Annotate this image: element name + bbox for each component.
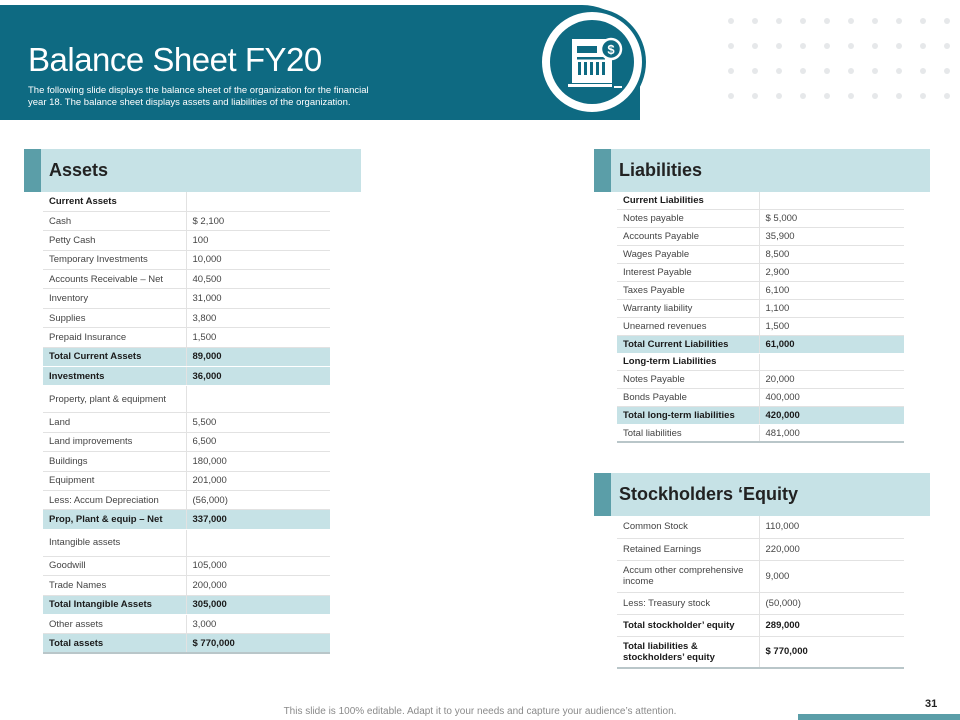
row-label: Total Current Assets — [43, 347, 186, 366]
table-row — [617, 516, 904, 538]
row-label: Trade Names — [43, 576, 186, 595]
decorative-dot — [848, 43, 854, 49]
row-value: 8,500 — [759, 246, 904, 264]
row-value: 6,100 — [759, 281, 904, 299]
decorative-dot — [848, 93, 854, 99]
row-value: 10,000 — [186, 250, 330, 269]
page-subtitle: The following slide displays the balance sheet of the organization for the financial year 18. The balance sheet displays assets and liabilities of the organization. — [28, 85, 369, 108]
decorative-dot — [776, 43, 782, 49]
row-value: 305,000 — [186, 595, 330, 614]
row-value: (56,000) — [186, 490, 330, 509]
row-label: Accum other comprehensive income — [617, 560, 759, 592]
table-row — [617, 636, 904, 668]
row-label: Total liabilities & stockholders’ equity — [617, 636, 759, 668]
decorative-dot — [944, 68, 950, 74]
table-row — [43, 490, 330, 509]
row-label: Buildings — [43, 452, 186, 471]
row-value: 180,000 — [186, 452, 330, 471]
row-label: Supplies — [43, 308, 186, 327]
table-row — [43, 192, 330, 211]
row-value: $ 770,000 — [759, 636, 904, 668]
page-number: 31 — [925, 698, 938, 710]
row-label: Total assets — [43, 634, 186, 653]
row-label: Total long-term liabilities — [617, 407, 759, 425]
decorative-dot — [896, 68, 902, 74]
row-value: 201,000 — [186, 471, 330, 490]
row-value: 2,900 — [759, 264, 904, 282]
row-value — [759, 353, 904, 371]
row-label: Current Liabilities — [617, 192, 759, 210]
table-row — [43, 347, 330, 366]
table-row — [617, 299, 904, 317]
equity-title: Stockholders ‘Equity — [619, 484, 799, 504]
table-row — [43, 471, 330, 490]
row-label: Current Assets — [43, 192, 186, 211]
table-row — [43, 367, 330, 386]
row-label: Investments — [43, 367, 186, 386]
table-row — [617, 246, 904, 264]
row-value — [186, 529, 330, 556]
row-value: 36,000 — [186, 367, 330, 386]
row-value — [759, 192, 904, 210]
decorative-dot — [800, 93, 806, 99]
table-row — [43, 529, 330, 556]
table-row — [43, 231, 330, 250]
row-value: 9,000 — [759, 560, 904, 592]
decorative-dot — [776, 68, 782, 74]
page-title: Balance Sheet FY20 — [28, 41, 322, 78]
icon-background — [550, 20, 634, 104]
decorative-dot — [752, 93, 758, 99]
row-value: 20,000 — [759, 371, 904, 389]
row-label: Less: Accum Depreciation — [43, 490, 186, 509]
table-row — [617, 538, 904, 560]
row-value: 110,000 — [759, 516, 904, 538]
table-row — [617, 317, 904, 335]
decorative-dot — [728, 43, 734, 49]
row-value: 400,000 — [759, 389, 904, 407]
row-label: Accounts Payable — [617, 228, 759, 246]
row-label: Total stockholder’ equity — [617, 614, 759, 636]
row-label: Unearned revenues — [617, 317, 759, 335]
row-value: 3,800 — [186, 308, 330, 327]
row-value: 337,000 — [186, 510, 330, 529]
table-row — [43, 413, 330, 432]
decorative-dot — [944, 93, 950, 99]
table-row — [43, 556, 330, 575]
table-row — [617, 560, 904, 592]
decorative-dot-grid — [728, 18, 960, 98]
row-label: Intangible assets — [43, 529, 186, 556]
row-value: 420,000 — [759, 407, 904, 425]
decorative-dot — [776, 93, 782, 99]
row-label: Accounts Receivable – Net — [43, 270, 186, 289]
assets-header-accent — [24, 149, 41, 192]
row-value: 200,000 — [186, 576, 330, 595]
table-row — [617, 281, 904, 299]
row-label: Common Stock — [617, 516, 759, 538]
row-label: Land — [43, 413, 186, 432]
footer-accent-bar — [798, 714, 960, 720]
equity-header-accent — [594, 473, 611, 516]
row-label: Temporary Investments — [43, 250, 186, 269]
row-value: 1,500 — [759, 317, 904, 335]
row-value: 289,000 — [759, 614, 904, 636]
row-label: Land improvements — [43, 432, 186, 451]
row-value — [186, 386, 330, 413]
row-value: 220,000 — [759, 538, 904, 560]
row-label: Prepaid Insurance — [43, 328, 186, 347]
financial-document-dollar-icon — [550, 20, 634, 104]
row-label: Cash — [43, 211, 186, 230]
decorative-dot — [872, 68, 878, 74]
table-row — [43, 432, 330, 451]
table-row — [43, 595, 330, 614]
decorative-dot — [800, 68, 806, 74]
equity-header — [594, 473, 930, 516]
row-label: Equipment — [43, 471, 186, 490]
table-row — [617, 210, 904, 228]
row-label: Goodwill — [43, 556, 186, 575]
decorative-dot — [920, 43, 926, 49]
decorative-dot — [752, 68, 758, 74]
row-value: 481,000 — [759, 425, 904, 443]
row-label: Notes payable — [617, 210, 759, 228]
decorative-dot — [800, 43, 806, 49]
decorative-dot — [848, 18, 854, 24]
row-label: Bonds Payable — [617, 389, 759, 407]
row-value: 5,500 — [186, 413, 330, 432]
table-row — [617, 353, 904, 371]
table-row — [617, 407, 904, 425]
table-row — [43, 289, 330, 308]
table-row — [617, 389, 904, 407]
decorative-dot — [944, 18, 950, 24]
row-value: 1,100 — [759, 299, 904, 317]
assets-title: Assets — [49, 160, 109, 180]
row-label: Total Current Liabilities — [617, 335, 759, 353]
table-row — [43, 510, 330, 529]
row-value: 61,000 — [759, 335, 904, 353]
table-row — [617, 335, 904, 353]
decorative-dot — [872, 18, 878, 24]
row-value: $ 2,100 — [186, 211, 330, 230]
decorative-dot — [824, 43, 830, 49]
row-value: $ 5,000 — [759, 210, 904, 228]
decorative-dot — [728, 18, 734, 24]
row-label: Inventory — [43, 289, 186, 308]
liabilities-header — [594, 149, 930, 192]
table-row — [43, 250, 330, 269]
row-value: 105,000 — [186, 556, 330, 575]
table-row — [43, 211, 330, 230]
table-row — [617, 592, 904, 614]
decorative-dot — [872, 93, 878, 99]
table-row — [43, 328, 330, 347]
row-label: Prop, Plant & equip – Net — [43, 510, 186, 529]
liabilities-table — [617, 192, 904, 443]
decorative-dot — [920, 68, 926, 74]
decorative-dot — [848, 68, 854, 74]
row-value: (50,000) — [759, 592, 904, 614]
table-row — [617, 425, 904, 443]
row-label: Interest Payable — [617, 264, 759, 282]
decorative-dot — [776, 18, 782, 24]
table-row — [43, 452, 330, 471]
decorative-dot — [800, 18, 806, 24]
table-row — [43, 614, 330, 633]
row-value — [186, 192, 330, 211]
svg-text:$: $ — [607, 42, 615, 57]
decorative-dot — [872, 43, 878, 49]
table-row — [43, 386, 330, 413]
row-label: Less: Treasury stock — [617, 592, 759, 614]
row-label: Warranty liability — [617, 299, 759, 317]
liabilities-title: Liabilities — [619, 160, 703, 180]
row-value: 100 — [186, 231, 330, 250]
row-label: Wages Payable — [617, 246, 759, 264]
table-row — [43, 270, 330, 289]
decorative-dot — [728, 93, 734, 99]
header-icon-badge — [538, 8, 646, 116]
row-label: Taxes Payable — [617, 281, 759, 299]
decorative-dot — [896, 43, 902, 49]
decorative-dot — [824, 18, 830, 24]
decorative-dot — [728, 68, 734, 74]
row-label: Notes Payable — [617, 371, 759, 389]
row-label: Petty Cash — [43, 231, 186, 250]
row-label: Total liabilities — [617, 425, 759, 443]
decorative-dot — [824, 93, 830, 99]
decorative-dot — [944, 43, 950, 49]
decorative-dot — [896, 18, 902, 24]
equity-table — [617, 516, 904, 669]
decorative-dot — [752, 18, 758, 24]
table-row — [43, 634, 330, 653]
assets-header — [24, 149, 361, 192]
footer-note: This slide is 100% editable. Adapt it to your needs and capture your audience’s attention. — [283, 706, 677, 717]
table-row — [617, 614, 904, 636]
row-value: 35,900 — [759, 228, 904, 246]
table-row — [617, 228, 904, 246]
decorative-dot — [752, 43, 758, 49]
row-value: 31,000 — [186, 289, 330, 308]
row-label: Retained Earnings — [617, 538, 759, 560]
row-value: 89,000 — [186, 347, 330, 366]
decorative-dot — [920, 93, 926, 99]
table-row — [617, 371, 904, 389]
table-row — [43, 308, 330, 327]
decorative-dot — [824, 68, 830, 74]
assets-table — [43, 192, 330, 654]
decorative-dot — [896, 93, 902, 99]
row-label: Total Intangible Assets — [43, 595, 186, 614]
liabilities-header-accent — [594, 149, 611, 192]
table-row — [617, 192, 904, 210]
table-row — [617, 264, 904, 282]
row-label: Property, plant & equipment — [43, 386, 186, 413]
row-value: 3,000 — [186, 614, 330, 633]
row-label: Other assets — [43, 614, 186, 633]
row-value: 40,500 — [186, 270, 330, 289]
row-value: 1,500 — [186, 328, 330, 347]
table-row — [43, 576, 330, 595]
row-label: Long-term Liabilities — [617, 353, 759, 371]
row-value: $ 770,000 — [186, 634, 330, 653]
row-value: 6,500 — [186, 432, 330, 451]
decorative-dot — [920, 18, 926, 24]
